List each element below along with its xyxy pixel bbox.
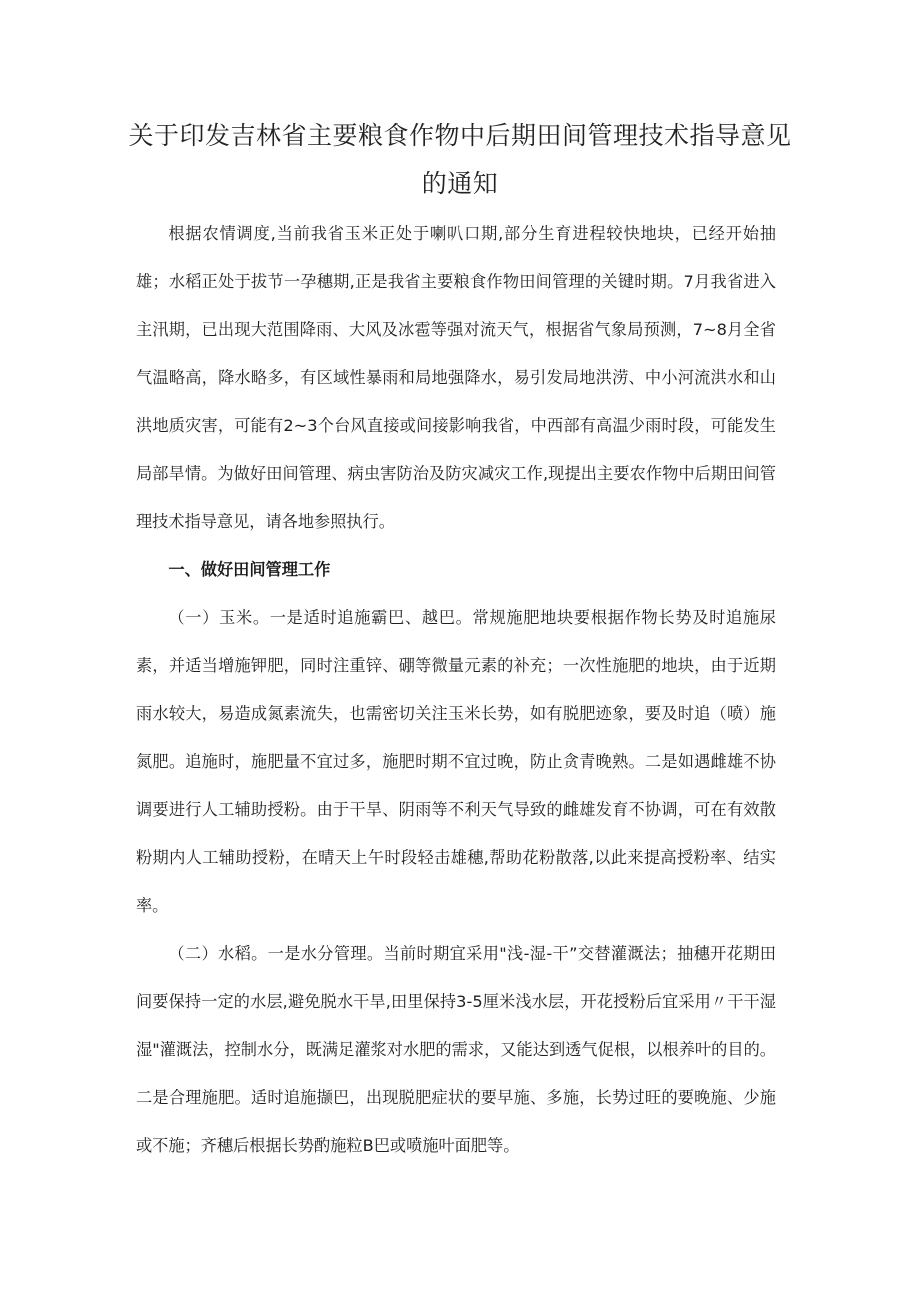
corn-paragraph: （一）玉米。一是适时追施霸巴、越巴。常规施肥地块要根据作物长势及时追施尿素，并适当增施钾肥，同时注重锌、硼等微量元素的补充；一次性施肥的地块，由于近期雨水较大，易造成氮素流失，也需密切关注玉米长势，如有脱肥迹象，要及时追（喷）施氮肥。追施时，施肥量不宜过多，施肥时期不宜过晚，防止贪青晚熟。二是如遇雌雄不协调要进行人工辅助授粉。由于干旱、阴雨等不利天气导致的雌雄发育不协调，可在有效散粉期内人工辅助授粉，在晴天上午时段轻击雄穗,帮助花粉散落,以此来提高授粉率、结实率。 bbox=[136, 608, 776, 915]
intro-paragraph: 根据农情调度,当前我省玉米正处于喇叭口期,部分生育进程较快地块，已经开始抽雄；水稻正处于拔节一孕穗期,正是我省主要粮食作物田间管理的关键时期。7月我省进入主汛期，已出现大范围降雨、大风及冰雹等强对流天气，根据省气象局预测，7~8月全省气温略高，降水略多，有区域性暴雨和局地强降水，易引发局地洪涝、中小河流洪水和山洪地质灾害，可能有2~3个台风直接或间接影响我省，中西部有高温少雨时段，可能发生局部旱情。为做好田间管理、病虫害防治及防灾减灾工作,现提出主要农作物中后期田间管理技术指导意见，请各地参照执行。 bbox=[136, 224, 776, 531]
document-title: 关于印发吉林省主要粮食作物中后期田间管理技术指导意见的通知 bbox=[128, 121, 792, 198]
document-body bbox=[136, 210, 776, 1170]
rice-paragraph: （二）水稻。一是水分管理。当前时期宜采用"浅-湿-干”交替灌溉法；抽穗开花期田间要保持一定的水层,避免脱水干旱,田里保持3-5厘米浅水层，开花授粉后宜采用〃干干湿湿"灌溉法，控制水分，既满足灌浆对水肥的需求，又能达到透气促根，以根养叶的目的。二是合理施肥。适时追施撷巴，出现脱肥症状的要早施、多施，长势过旺的要晚施、少施或不施；齐穗后根据长势酌施粒B巴或喷施叶面肥等。 bbox=[136, 944, 776, 1155]
section-heading-field-management: 一、做好田间管理工作 bbox=[168, 560, 331, 579]
